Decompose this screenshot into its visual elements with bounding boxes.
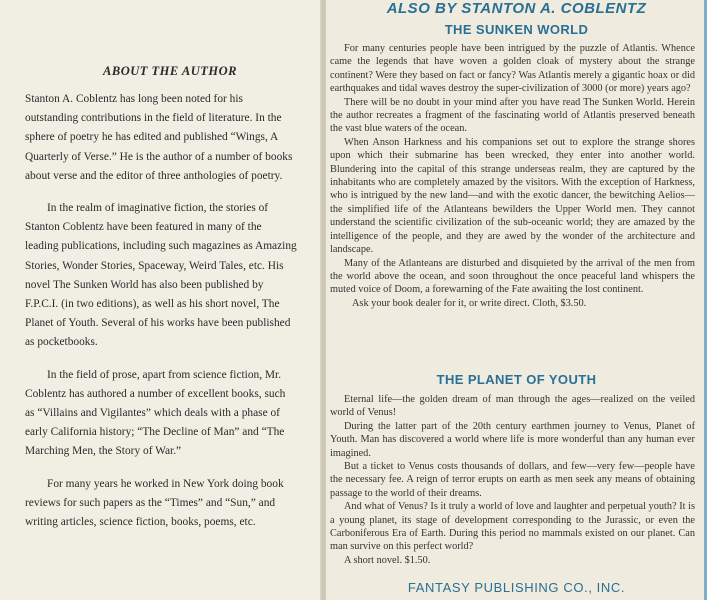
description-paragraph: During the latter part of the 20th century earthmen journey to Venus, Planet of Youth. Man has discovered a world where life is more wonderful than any human ever imagined. <box>330 420 695 459</box>
description-paragraph: But a ticket to Venus costs thousands of dollars, and few—very few—people have the necessary fee. A reign of terror erupts on earth as men seek any means of obtaining passage to the world of their dreams. <box>330 461 695 499</box>
left-page <box>0 0 322 600</box>
book-title-planet-of-youth: THE PLANET OF YOUTH <box>436 372 597 387</box>
description-paragraph: For many centuries people have been intrigued by the puzzle of Atlantis. Whence came the legends that have woven a golden cloak of mystery about the strange continent? Were they based on fact or fancy? Was Atlantis merely a gigantic hoax or did earthquakes and tidal waves destroy the super-civilization of 3000 (or more) years ago? <box>330 43 695 95</box>
description-paragraph: There will be no doubt in your mind after you have read The Sunken World. Herein the author recreates a fragment of the fascinating world of Atlantis preserved beneath the vast blue waters of the ocean. <box>330 96 695 135</box>
description-paragraph: Many of the Atlanteans are disturbed and disquieted by the arrival of the men from the world above the ocean, and soon throughout the once peaceful land whispers the muted voice of Doom, a forewarning of the Fate awaiting the lost continent. <box>330 257 695 296</box>
price-line: A short novel. $1.50. <box>344 554 431 566</box>
author-paragraph: In the field of prose, apart from science fiction, Mr. Coblentz has authored a number of excellent books, such as “Villains and Vigilantes” which deals with a phase of early California history; “The Decline of Man” and “The Marching Men, the Story of War.” <box>25 368 286 458</box>
description-paragraph: And what of Venus? Is it truly a world of love and laughter and perpetual youth? It is a young planet, its stage of development corresponding to the Jurassic, or even the Carboniferous Era of Earth. During this period no mammals existed on our planet. Can man survive on this perfect world? <box>330 501 695 553</box>
about-author-heading: ABOUT THE AUTHOR <box>103 64 237 78</box>
author-paragraph: In the realm of imaginative fiction, the stories of Stanton Coblentz have been featured in many of the leading publications, including such magazines as Amazing Stories, Wonder Stories, Spaceway, Weird Tales, etc. His novel The Sunken World has also been published by F.P.C.I. (in two editions), as well as his short novel, The Planet of Youth. Several of his works have been published as pocketbooks. <box>25 202 297 349</box>
planet-of-youth-description <box>330 393 695 567</box>
sunken-world-description <box>330 42 695 310</box>
publisher-name: FANTASY PUBLISHING CO., INC. <box>407 580 626 595</box>
book-title-sunken-world: THE SUNKEN WORLD <box>444 22 589 37</box>
about-author-body <box>25 90 297 545</box>
description-paragraph: Eternal life—the golden dream of man through the ages—realized on the veiled world of Venus! <box>330 394 695 419</box>
author-paragraph: For many years he worked in New York doing book reviews for such papers as the “Times” and “Sun,” and writing articles, science fiction, books, poems, etc. <box>25 477 284 529</box>
price-line: Ask your book dealer for it, or write direct. Cloth, $3.50. <box>352 297 587 309</box>
right-page <box>326 0 707 600</box>
author-paragraph: Stanton A. Coblentz has long been noted for his outstanding contributions in the field of literature. In the sphere of poetry he has edited and published “Wings, A Quarterly of Verse.” He is the author of a number of books about verse and the editor of three anthologies of poetry. <box>25 93 293 182</box>
description-paragraph: When Anson Harkness and his companions set out to explore the strange shores upon which their submarine has been wrecked, they enter into another world. Blundering into the capital of this strange underseas realm, they are captured by the inhabitants who are completely amazed by the visitors. With the exception of Harkness, who is intrigued by the new land—and with the exotic dancer, the bewitching Aelios—the simplified life of the Atlanteans bewilders the Upper World men. They cannot understand the scientific civilization of the sub-oceanic world; they are amazed by the intelligence of the people, and they are awed by the wonder of the architecture and landscape. <box>330 136 695 256</box>
also-by-heading: ALSO BY STANTON A. COBLENTZ <box>386 0 647 17</box>
